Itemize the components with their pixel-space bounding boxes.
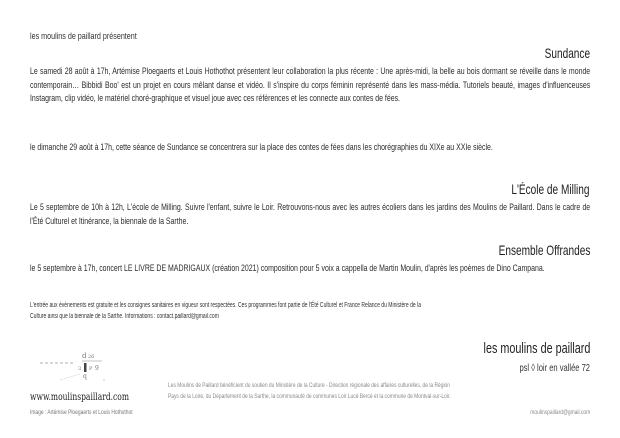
- section-title-sundance: Sundance: [544, 45, 590, 61]
- brand-name: les moulins de paillard: [483, 340, 590, 357]
- svg-text:P: P: [89, 366, 93, 372]
- svg-text:d: d: [82, 352, 87, 360]
- brand-subtitle: psl ◊ loir en vallée 72: [519, 362, 590, 374]
- contact-email-link[interactable]: moulinspaillard@gmail.com: [530, 409, 590, 416]
- section-title-ecole-de-milling: L'École de Milling: [511, 181, 590, 197]
- offrandes-text: le 5 septembre à 17h, concert LE LIVRE DE MADRIGAUX (création 2021) composition pour 5 voix a cappella de Martin Moulin, d'après les poèmes de Dino Campana.: [30, 263, 545, 273]
- intro-line: les moulins de paillard présentent: [30, 31, 137, 41]
- moulins-logo-icon: [38, 348, 108, 382]
- support-statement: [168, 381, 451, 402]
- svg-text:q: q: [83, 373, 87, 380]
- support-line-2: Pays de la Loire, du Département de la Sarthe, la communauté de communes Loir Lucé Bercé et la commune de Montval-sur-Loir.: [168, 392, 451, 400]
- milling-text: Le 5 septembre de 10h à 12h, L'école de Milling. Suivre l'enfant, suivre le Loir. Retrouvons-nous avec les autres écoliers dans les jardins des Moulins de Paillard. Dans le cadre de l'Été Culturel et Itinérance, la biennale de la Sarthe.: [30, 202, 591, 226]
- section-title-ensemble-offrandes: Ensemble Offrandes: [498, 242, 590, 258]
- notice-line-2: Culture ainsi que la biennale de la Sarthe. Informations : contact.paillard@gmail.com: [30, 313, 219, 320]
- offrandes-paragraph: [30, 262, 590, 276]
- image-credit: Image : Artémise Ploegaerts et Louis Hothothot: [30, 409, 133, 416]
- sundance-text-1: Le samedi 28 août à 17h, Artémise Ploegaerts et Louis Hothothot présentent leur collaboration la plus récente : Une après-midi, la belle au bois dormant se réveille dans le monde contemporain… Bibbidi Boo' est un projet en cours mêlant danse et vidéo. Il s'inspire du corps féminin représenté dans les mass-média. Tutoriels beauté, images d'influenceuses Instagram, clip vidéo, le matériel choré-graphique et visuel joue avec ces références et les connecte aux contes de fées.: [30, 66, 591, 103]
- milling-paragraph: [30, 201, 590, 228]
- sundance-text-2: le dimanche 29 août à 17h, cette séance de Sundance se concentrera sur la place des contes de fées dans les chorégraphies du XIXe au XXIe siècle.: [30, 142, 493, 152]
- sundance-paragraph-2: [30, 141, 590, 155]
- svg-text:26: 26: [88, 354, 95, 360]
- svg-text:3: 3: [78, 366, 82, 372]
- svg-text:9: 9: [95, 365, 99, 372]
- notice-line-1: L'entrée aux évènements est gratuite et les consignes sanitaires en vigueur sont respectées. Ces programmes font partie de l'Été Culturel et France Relance du Ministère de la: [30, 302, 422, 309]
- website-link[interactable]: www.moulinspaillard.com: [30, 391, 130, 403]
- sundance-paragraph-1: [30, 65, 590, 106]
- support-line-1: Les Moulins de Paillard bénéficient du soutien du Ministère de la Culture - Direction régionale des affaires culturelles, de la Région: [168, 382, 451, 389]
